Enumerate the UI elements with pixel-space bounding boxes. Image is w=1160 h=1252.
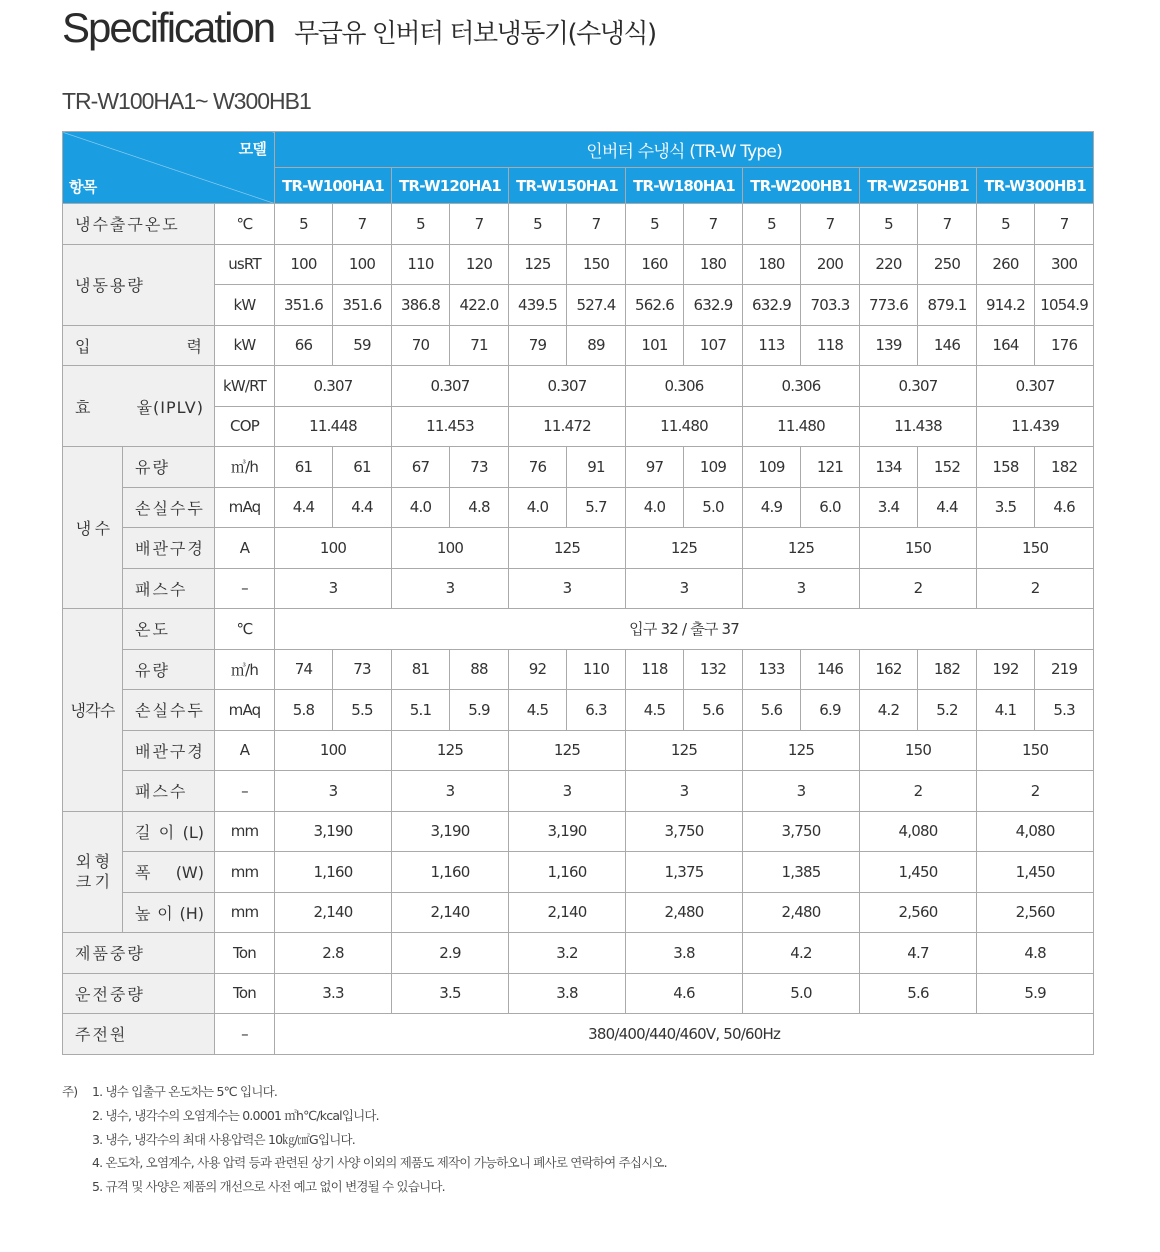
value-cell: 3	[743, 771, 860, 812]
value-cell: 3.5	[977, 487, 1035, 528]
value-cell: 5.8	[275, 690, 333, 731]
value-cell: 5.2	[918, 690, 977, 731]
value-cell: 61	[275, 447, 333, 488]
size-group-label-line1: 외 형	[75, 851, 110, 871]
value-cell: 2	[977, 771, 1094, 812]
value-cell: 5	[509, 204, 567, 245]
value-cell: 11.453	[392, 406, 509, 447]
value-cell: 92	[509, 649, 567, 690]
value-cell: 180	[684, 244, 743, 285]
value-cell: 150	[977, 528, 1094, 569]
value-cell: 5.0	[684, 487, 743, 528]
value-cell: 0.306	[626, 366, 743, 407]
specification-table	[62, 131, 1094, 1055]
value-cell: 125	[509, 730, 626, 771]
unit-cell: mm	[215, 852, 275, 893]
value-cell: 160	[626, 244, 684, 285]
value-cell: 7	[801, 204, 860, 245]
page-title-korean: 무급유 인버터 터보냉동기(수냉식)	[294, 19, 656, 49]
note-item: 3. 냉수, 냉각수의 최대 사용압력은 10㎏/㎠G입니다.	[92, 1131, 355, 1147]
value-cell: 4,080	[860, 811, 977, 852]
value-cell: 4.4	[275, 487, 333, 528]
value-cell: 3,750	[743, 811, 860, 852]
item-header-label: 항목	[69, 178, 97, 196]
value-cell: 219	[1035, 649, 1094, 690]
value-cell: 914.2	[977, 285, 1035, 326]
row-label: 온도	[123, 609, 215, 650]
value-cell: 5.6	[743, 690, 801, 731]
value-cell: 139	[860, 325, 918, 366]
row-label: 제품중량	[63, 933, 215, 974]
value-cell: 11.448	[275, 406, 392, 447]
value-cell: 2,560	[860, 892, 977, 933]
value-cell: 220	[860, 244, 918, 285]
value-cell: 260	[977, 244, 1035, 285]
value-cell: 74	[275, 649, 333, 690]
cooling-temp-value: 입구 32 / 출구 37	[275, 609, 1094, 650]
value-cell: 6.9	[801, 690, 860, 731]
value-cell: 120	[450, 244, 509, 285]
value-cell: 180	[743, 244, 801, 285]
value-cell: 110	[392, 244, 450, 285]
value-cell: 2	[860, 568, 977, 609]
value-cell: 81	[392, 649, 450, 690]
value-cell: 125	[626, 730, 743, 771]
value-cell: 250	[918, 244, 977, 285]
size-length-row	[63, 811, 1094, 852]
value-cell: 4.2	[743, 933, 860, 974]
outlet-temp-row	[63, 204, 1094, 245]
row-label: 효 율(IPLV)	[63, 366, 215, 447]
value-cell: 100	[275, 730, 392, 771]
value-cell: 5.7	[567, 487, 626, 528]
value-cell: 5	[626, 204, 684, 245]
value-cell: 7	[333, 204, 392, 245]
value-cell: 4.5	[509, 690, 567, 731]
value-cell: 5.1	[392, 690, 450, 731]
value-cell: 2,140	[509, 892, 626, 933]
value-cell: 4.9	[743, 487, 801, 528]
value-cell: 4.4	[918, 487, 977, 528]
value-cell: 5	[743, 204, 801, 245]
value-cell: 2,140	[275, 892, 392, 933]
value-cell: 2	[977, 568, 1094, 609]
value-cell: 5.5	[333, 690, 392, 731]
value-cell: 2,560	[977, 892, 1094, 933]
value-cell: 3	[392, 771, 509, 812]
cooling-temp-row	[63, 609, 1094, 650]
size-height-row	[63, 892, 1094, 933]
value-cell: 1,385	[743, 852, 860, 893]
model-header-cell: TR-W200HB1	[743, 168, 860, 204]
efficiency-row-kwrt	[63, 366, 1094, 407]
value-cell: 109	[684, 447, 743, 488]
value-cell: 67	[392, 447, 450, 488]
row-label: 유량	[123, 649, 215, 690]
value-cell: 3,190	[275, 811, 392, 852]
value-cell: 1,160	[392, 852, 509, 893]
value-cell: 5.6	[860, 973, 977, 1014]
value-cell: 59	[333, 325, 392, 366]
note-row	[62, 1104, 667, 1128]
cooling-pass-row	[63, 771, 1094, 812]
value-cell: 4.6	[626, 973, 743, 1014]
row-label	[63, 325, 215, 366]
value-cell: 6.0	[801, 487, 860, 528]
capacity-row-kw	[63, 285, 1094, 326]
unit-cell: COP	[215, 406, 275, 447]
value-cell: 76	[509, 447, 567, 488]
row-label: 패스수	[123, 568, 215, 609]
power-row	[63, 325, 1094, 366]
value-cell: 125	[509, 244, 567, 285]
value-cell: 3,190	[392, 811, 509, 852]
model-range-subtitle: TR-W100HA1~ W300HB1	[62, 88, 311, 114]
value-cell: 79	[509, 325, 567, 366]
efficiency-row-cop	[63, 406, 1094, 447]
value-cell: 0.307	[275, 366, 392, 407]
row-label: 배관구경	[123, 528, 215, 569]
notes-mark: 주)	[62, 1084, 78, 1099]
value-cell: 2.8	[275, 933, 392, 974]
value-cell: 162	[860, 649, 918, 690]
row-label: 냉동용량	[63, 244, 215, 325]
value-cell: 1,450	[977, 852, 1094, 893]
width-label-b: (W)	[175, 863, 204, 883]
row-label: 높 이 (H)	[123, 892, 215, 933]
capacity-row-rt	[63, 244, 1094, 285]
value-cell: 200	[801, 244, 860, 285]
value-cell: 71	[450, 325, 509, 366]
note-item: 4. 온도차, 오염계수, 사용 압력 등과 관련된 상기 사양 이외의 제품도 제작이 가능하오니 폐사로 연락하여 주십시오.	[92, 1155, 667, 1171]
value-cell: 109	[743, 447, 801, 488]
value-cell: 4.1	[977, 690, 1035, 731]
value-cell: 100	[392, 528, 509, 569]
value-cell: 3	[509, 568, 626, 609]
value-cell: 527.4	[567, 285, 626, 326]
value-cell: 4.6	[1035, 487, 1094, 528]
value-cell: 150	[860, 730, 977, 771]
note-row	[62, 1175, 667, 1199]
chilled-pass-row	[63, 568, 1094, 609]
value-cell: 3,750	[626, 811, 743, 852]
value-cell: 5	[977, 204, 1035, 245]
value-cell: 91	[567, 447, 626, 488]
value-cell: 100	[275, 528, 392, 569]
value-cell: 107	[684, 325, 743, 366]
value-cell: 351.6	[275, 285, 333, 326]
value-cell: 11.438	[860, 406, 977, 447]
value-cell: 11.480	[626, 406, 743, 447]
value-cell: 3.2	[509, 933, 626, 974]
value-cell: 0.307	[509, 366, 626, 407]
value-cell: 4.8	[977, 933, 1094, 974]
model-header-cell: TR-W250HB1	[860, 168, 977, 204]
value-cell: 132	[684, 649, 743, 690]
value-cell: 88	[450, 649, 509, 690]
chilled-flow-row	[63, 447, 1094, 488]
value-cell: 4.2	[860, 690, 918, 731]
cooling-pipe-row	[63, 730, 1094, 771]
unit-cell: Ton	[215, 933, 275, 974]
unit-cell: usRT	[215, 244, 275, 285]
value-cell: 7	[1035, 204, 1094, 245]
value-cell: 7	[567, 204, 626, 245]
value-cell: 2,480	[626, 892, 743, 933]
value-cell: 422.0	[450, 285, 509, 326]
unit-cell: mAq	[215, 690, 275, 731]
model-header-cell: TR-W180HA1	[626, 168, 743, 204]
note-row	[62, 1128, 667, 1152]
value-cell: 5	[392, 204, 450, 245]
value-cell: 11.472	[509, 406, 626, 447]
row-label: 길 이 (L)	[123, 811, 215, 852]
value-cell: 164	[977, 325, 1035, 366]
value-cell: 386.8	[392, 285, 450, 326]
value-cell: 3	[275, 771, 392, 812]
model-header-cell: TR-W150HA1	[509, 168, 626, 204]
size-group-label	[63, 811, 123, 933]
value-cell: 3.3	[275, 973, 392, 1014]
note-item: 5. 규격 및 사양은 제품의 개선으로 사전 예고 없이 변경될 수 있습니다.	[92, 1179, 445, 1195]
cooling-water-group-label: 냉각수	[63, 609, 123, 812]
size-width-row	[63, 852, 1094, 893]
value-cell: 7	[450, 204, 509, 245]
value-cell: 4.0	[626, 487, 684, 528]
note-row	[62, 1151, 667, 1175]
size-group-label-line2: 크 기	[75, 871, 110, 891]
cooling-flow-row	[63, 649, 1094, 690]
row-label: 주전원	[63, 1014, 215, 1055]
value-cell: 192	[977, 649, 1035, 690]
note-item: 2. 냉수, 냉각수의 오염계수는 0.0001 ㎡h℃/kcal입니다.	[92, 1107, 379, 1123]
chilled-pipe-row	[63, 528, 1094, 569]
unit-cell: –	[215, 1014, 275, 1055]
value-cell: 100	[275, 244, 333, 285]
model-header-label: 모델	[238, 140, 267, 158]
value-cell: 11.480	[743, 406, 860, 447]
unit-cell: Ton	[215, 973, 275, 1014]
page-title: Specification	[62, 4, 275, 51]
value-cell: 176	[1035, 325, 1094, 366]
value-cell: 0.307	[860, 366, 977, 407]
value-cell: 4.0	[509, 487, 567, 528]
operating-weight-row	[63, 973, 1094, 1014]
row-label: 냉수출구온도	[63, 204, 215, 245]
value-cell: 7	[918, 204, 977, 245]
value-cell: 3	[626, 771, 743, 812]
value-cell: 879.1	[918, 285, 977, 326]
value-cell: 5.9	[977, 973, 1094, 1014]
value-cell: 11.439	[977, 406, 1094, 447]
power-supply-row	[63, 1014, 1094, 1055]
row-label: 유량	[123, 447, 215, 488]
row-label	[123, 852, 215, 893]
value-cell: 2,140	[392, 892, 509, 933]
value-cell: 1054.9	[1035, 285, 1094, 326]
row-label: 배관구경	[123, 730, 215, 771]
unit-cell: ℃	[215, 204, 275, 245]
unit-cell: mAq	[215, 487, 275, 528]
unit-cell: mm	[215, 892, 275, 933]
unit-cell: A	[215, 528, 275, 569]
unit-cell: ㎥/h	[215, 649, 275, 690]
value-cell: 3.8	[626, 933, 743, 974]
value-cell: 4.4	[333, 487, 392, 528]
value-cell: 73	[450, 447, 509, 488]
row-label: 운전중량	[63, 973, 215, 1014]
model-header-cell: TR-W120HA1	[392, 168, 509, 204]
unit-cell: –	[215, 568, 275, 609]
value-cell: 133	[743, 649, 801, 690]
value-cell: 3	[743, 568, 860, 609]
value-cell: 146	[801, 649, 860, 690]
product-weight-row	[63, 933, 1094, 974]
value-cell: 4,080	[977, 811, 1094, 852]
value-cell: 562.6	[626, 285, 684, 326]
cooling-loss-row	[63, 690, 1094, 731]
value-cell: 1,160	[275, 852, 392, 893]
value-cell: 5	[275, 204, 333, 245]
value-cell: 300	[1035, 244, 1094, 285]
model-header-cell: TR-W100HA1	[275, 168, 392, 204]
value-cell: 5	[860, 204, 918, 245]
page-title-block	[62, 4, 656, 54]
value-cell: 113	[743, 325, 801, 366]
value-cell: 101	[626, 325, 684, 366]
value-cell: 0.307	[977, 366, 1094, 407]
value-cell: 1,375	[626, 852, 743, 893]
value-cell: 182	[1035, 447, 1094, 488]
width-label-a: 폭	[135, 863, 151, 883]
note-row	[62, 1080, 667, 1104]
value-cell: 70	[392, 325, 450, 366]
value-cell: 2	[860, 771, 977, 812]
value-cell: 5.3	[1035, 690, 1094, 731]
value-cell: 3.4	[860, 487, 918, 528]
value-cell: 7	[684, 204, 743, 245]
value-cell: 125	[626, 528, 743, 569]
value-cell: 0.307	[392, 366, 509, 407]
notes-block	[62, 1080, 667, 1199]
value-cell: 5.6	[684, 690, 743, 731]
value-cell: 2.9	[392, 933, 509, 974]
value-cell: 3.5	[392, 973, 509, 1014]
value-cell: 3	[275, 568, 392, 609]
value-cell: 5.9	[450, 690, 509, 731]
value-cell: 4.7	[860, 933, 977, 974]
value-cell: 73	[333, 649, 392, 690]
value-cell: 125	[392, 730, 509, 771]
header-corner-cell	[63, 132, 275, 204]
value-cell: 182	[918, 649, 977, 690]
value-cell: 89	[567, 325, 626, 366]
power-label-b: 력	[186, 336, 204, 356]
value-cell: 121	[801, 447, 860, 488]
value-cell: 3	[626, 568, 743, 609]
value-cell: 118	[801, 325, 860, 366]
unit-cell: ℃	[215, 609, 275, 650]
value-cell: 150	[860, 528, 977, 569]
value-cell: 61	[333, 447, 392, 488]
value-cell: 125	[509, 528, 626, 569]
row-label: 패스수	[123, 771, 215, 812]
value-cell: 97	[626, 447, 684, 488]
chilled-loss-row	[63, 487, 1094, 528]
unit-cell: ㎥/h	[215, 447, 275, 488]
note-item: 1. 냉수 입출구 온도차는 5℃ 입니다.	[92, 1084, 278, 1099]
model-header-cell: TR-W300HB1	[977, 168, 1094, 204]
group-title: 인버터 수냉식 (TR-W Type)	[275, 132, 1094, 168]
value-cell: 1,160	[509, 852, 626, 893]
value-cell: 4.0	[392, 487, 450, 528]
value-cell: 125	[743, 528, 860, 569]
value-cell: 146	[918, 325, 977, 366]
value-cell: 100	[333, 244, 392, 285]
chilled-water-group-label: 냉 수	[63, 447, 123, 609]
power-label-a: 입	[75, 336, 93, 356]
value-cell: 158	[977, 447, 1035, 488]
unit-cell: mm	[215, 811, 275, 852]
value-cell: 4.8	[450, 487, 509, 528]
value-cell: 3	[392, 568, 509, 609]
value-cell: 351.6	[333, 285, 392, 326]
unit-cell: A	[215, 730, 275, 771]
power-supply-value: 380/400/440/460V, 50/60Hz	[275, 1014, 1094, 1055]
value-cell: 134	[860, 447, 918, 488]
unit-cell: –	[215, 771, 275, 812]
value-cell: 632.9	[684, 285, 743, 326]
value-cell: 66	[275, 325, 333, 366]
value-cell: 3,190	[509, 811, 626, 852]
value-cell: 110	[567, 649, 626, 690]
value-cell: 152	[918, 447, 977, 488]
value-cell: 150	[567, 244, 626, 285]
value-cell: 632.9	[743, 285, 801, 326]
value-cell: 118	[626, 649, 684, 690]
value-cell: 703.3	[801, 285, 860, 326]
value-cell: 4.5	[626, 690, 684, 731]
value-cell: 6.3	[567, 690, 626, 731]
value-cell: 3	[509, 771, 626, 812]
value-cell: 125	[743, 730, 860, 771]
unit-cell: kW/RT	[215, 366, 275, 407]
value-cell: 1,450	[860, 852, 977, 893]
value-cell: 439.5	[509, 285, 567, 326]
value-cell: 0.306	[743, 366, 860, 407]
value-cell: 2,480	[743, 892, 860, 933]
row-label: 손실수두	[123, 487, 215, 528]
unit-cell: kW	[215, 285, 275, 326]
value-cell: 150	[977, 730, 1094, 771]
value-cell: 773.6	[860, 285, 918, 326]
unit-cell: kW	[215, 325, 275, 366]
row-label: 손실수두	[123, 690, 215, 731]
value-cell: 5.0	[743, 973, 860, 1014]
value-cell: 3.8	[509, 973, 626, 1014]
